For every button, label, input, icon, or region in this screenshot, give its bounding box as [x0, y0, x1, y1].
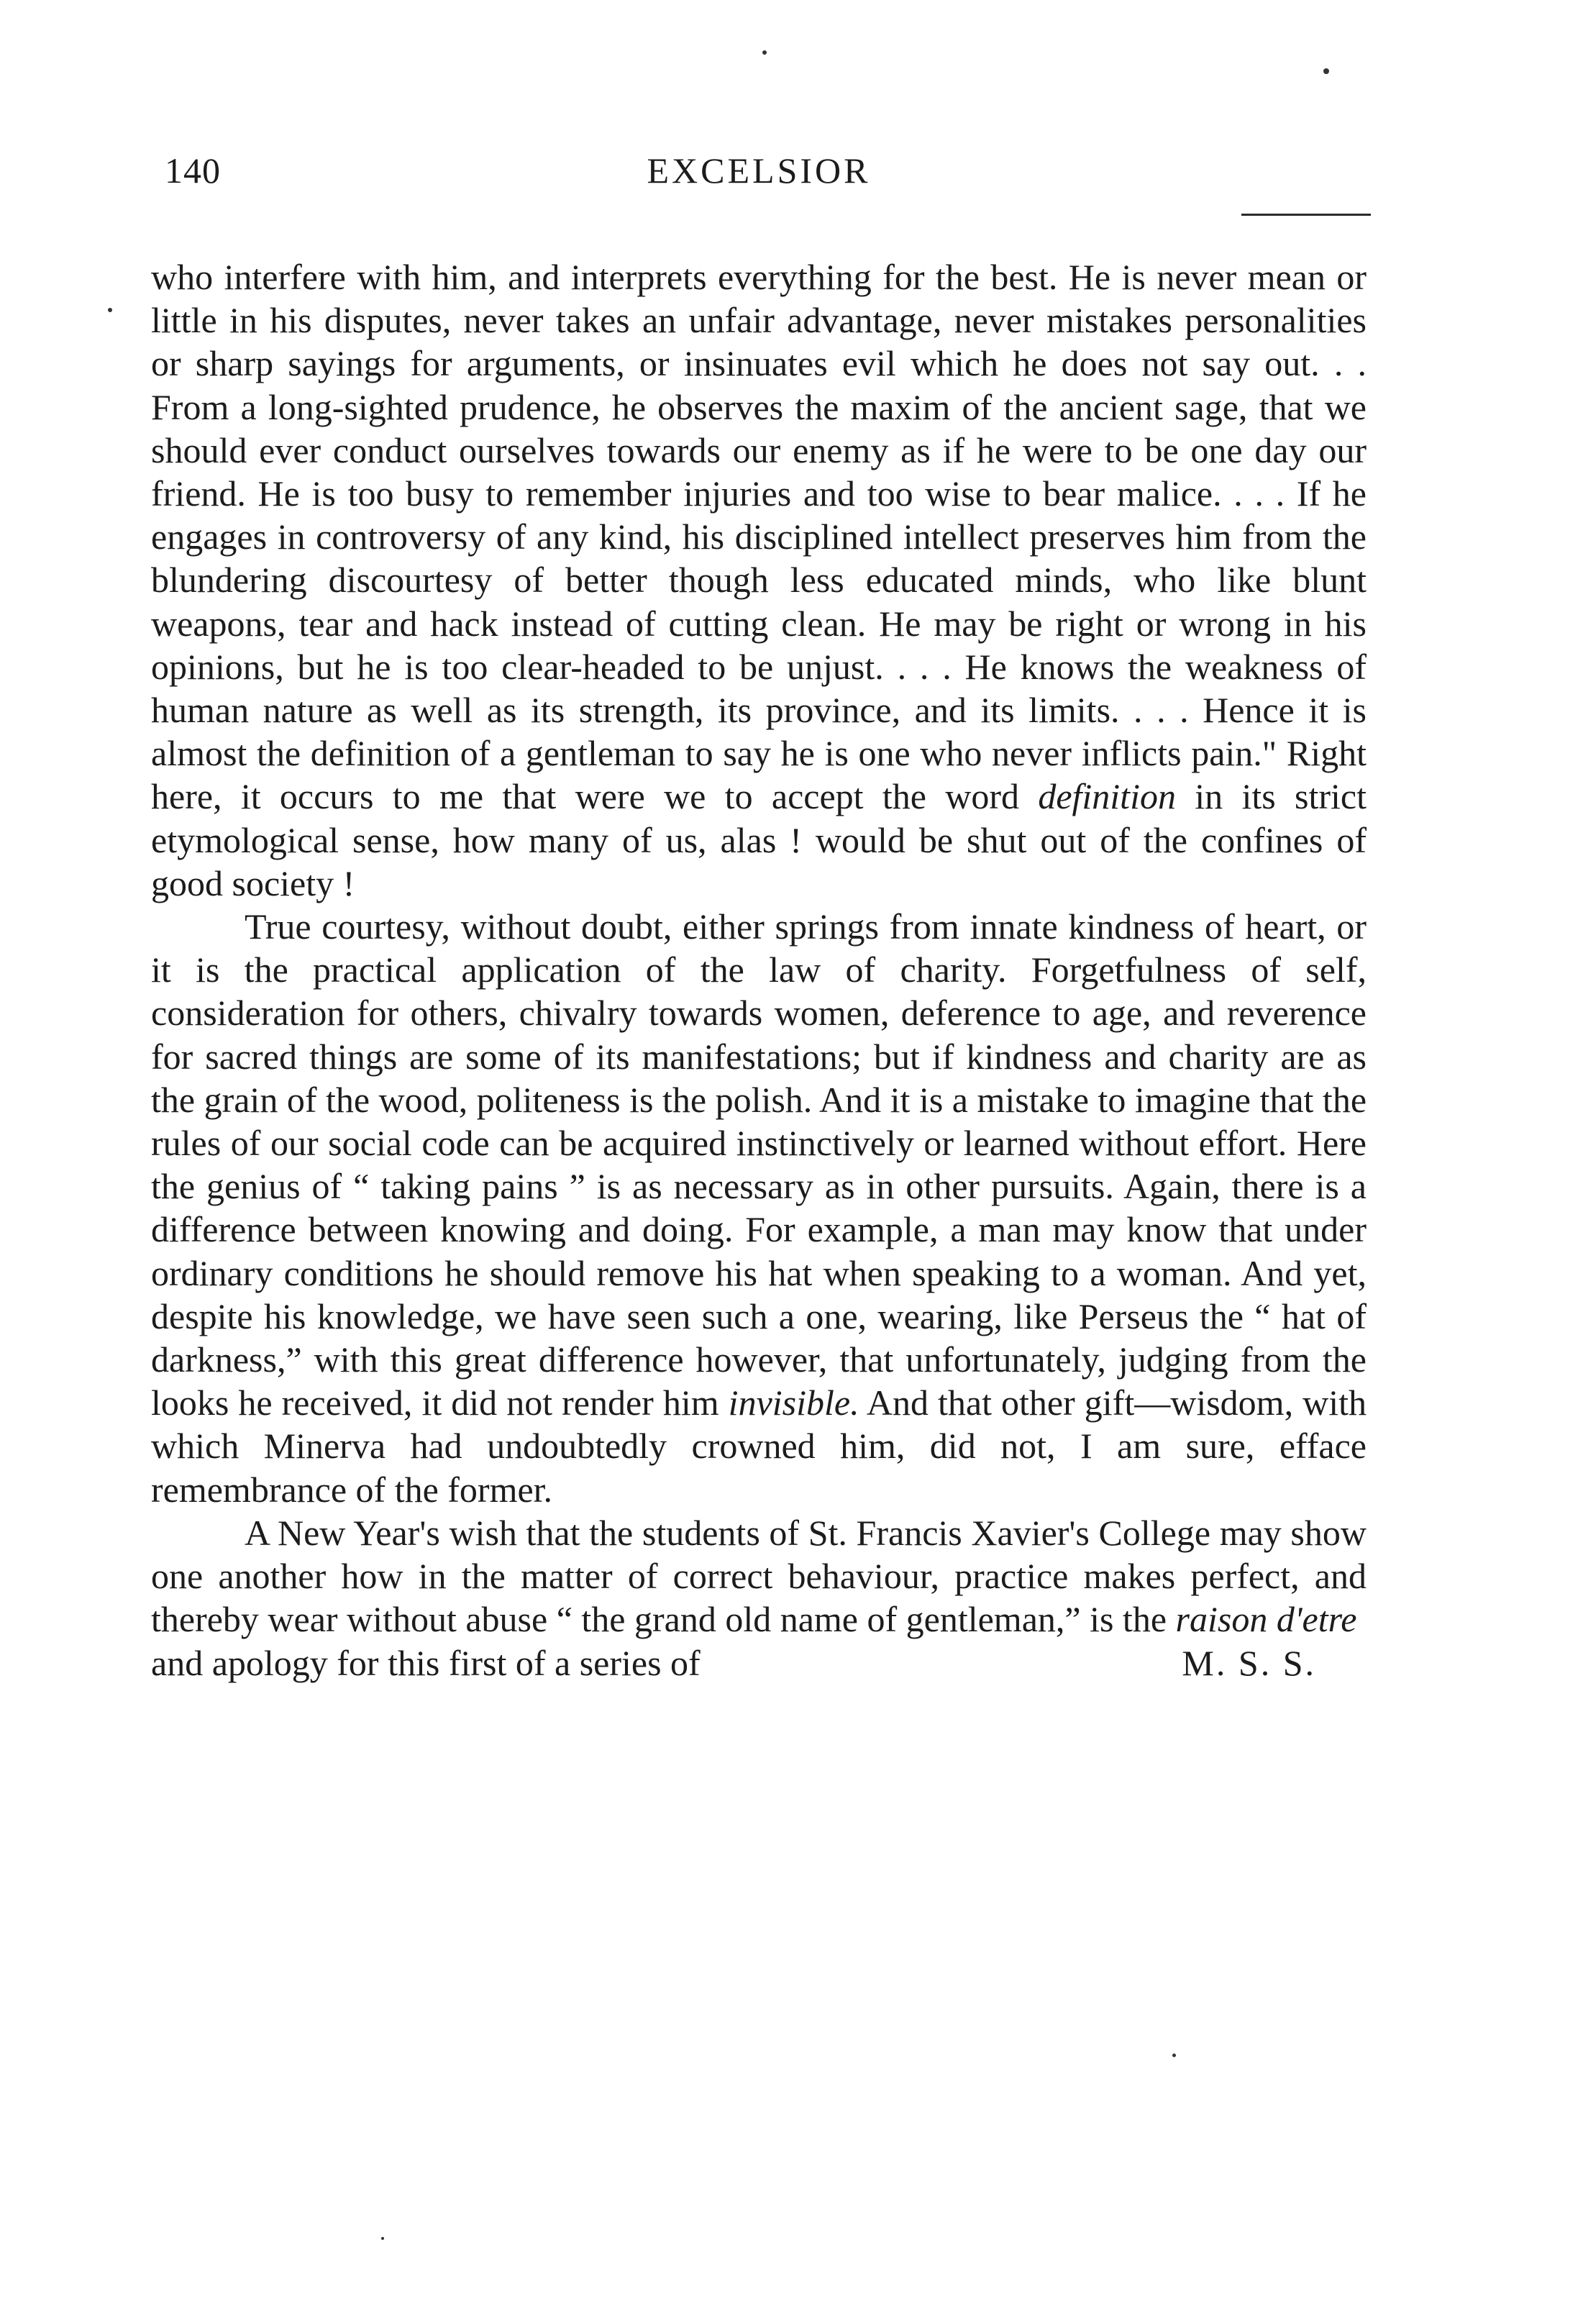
paragraph-2: [151, 905, 1367, 1511]
closing-line: [151, 1641, 1367, 1685]
scan-speck: [108, 308, 112, 312]
text-segment: True courtesy, without doubt, either springs from innate kindness of heart, or it is the practical application of the law of charity. Forgetfulness of self, consideration for others, chivalry towards women, deference to age, and reverence for sacred things are some of its manifestations; but if kindness and charity are as the grain of the wood, politeness is the polish. And it is a mistake to imagine that the rules of our social code can be acquired instinctively or learned without effort. Here the genius of “ taking pains ” is as necessary as in other pursuits. Again, there is a difference between knowing and doing. For example, a man may know that under ordinary conditions he should remove his hat when speaking to a woman. And yet, despite his knowledge, we have seen such a one, wearing, like Perseus the “ hat of darkness,” with this great difference however, that unfortunately, judging from the looks he received, it did not render him: [151, 906, 1367, 1423]
running-title: EXCELSIOR: [647, 150, 871, 191]
italic-text-segment: definition: [1038, 776, 1176, 817]
text-segment: who interfere with him, and interprets everything for the best. He is never mean or little in his disputes, never takes an unfair advantage, never mistakes personalities or sharp sayings for arguments, or insinuates evil which he does not say out. . . From a long-sighted prudence, he observes the maxim of the ancient sage, that we should ever conduct ourselves towards our enemy as if he were to be one day our friend. He is too busy to remember injuries and too wise to bear malice. . . . If he engages in controversy of any kind, his disciplined intellect preserves him from the blundering discourtesy of better though less educated minds, who like blunt weapons, tear and hack instead of cutting clean. He may be right or wrong in his opinions, but he is too clear-headed to be unjust. . . . He knows the weakness of human nature as well as its strength, its province, and its limits. . . . Hence it is almost the definition of a gentleman to say he is one who never inflicts pain." Right here, it occurs to me that were we to accept the word: [151, 257, 1367, 817]
scan-speck: [381, 2237, 384, 2240]
closing-text: and apology for this first of a series of: [151, 1642, 701, 1683]
header-rule: [1241, 214, 1371, 216]
page-header: [147, 137, 1370, 194]
italic-text-segment: invisible.: [728, 1382, 859, 1423]
paragraph-3: [151, 1511, 1367, 1641]
text-segment: in its strict etymological sense, how many of us, alas ! would be shut out of the confines of good society !: [151, 776, 1367, 903]
text-segment: And that other gift—wisdom, with which Minerva had undoubtedly crowned him, did not, I am sure, efface remembrance of the former.: [151, 1382, 1367, 1510]
scan-speck: [762, 50, 767, 55]
paragraph-1: [151, 255, 1367, 905]
page-number: 140: [165, 150, 221, 191]
scan-speck: [1323, 68, 1329, 74]
text-segment: A New Year's wish that the students of St. Francis Xavier's College may show one another how in the matter of correct behaviour, practice makes perfect, and thereby wear without abuse “ the grand old name of gentleman,” is the: [151, 1512, 1367, 1640]
body-text: [151, 255, 1367, 1685]
scan-speck: [1172, 2054, 1176, 2057]
author-signature: M. S. S.: [1182, 1642, 1316, 1683]
italic-text-segment: raison d'etre: [1175, 1599, 1357, 1640]
